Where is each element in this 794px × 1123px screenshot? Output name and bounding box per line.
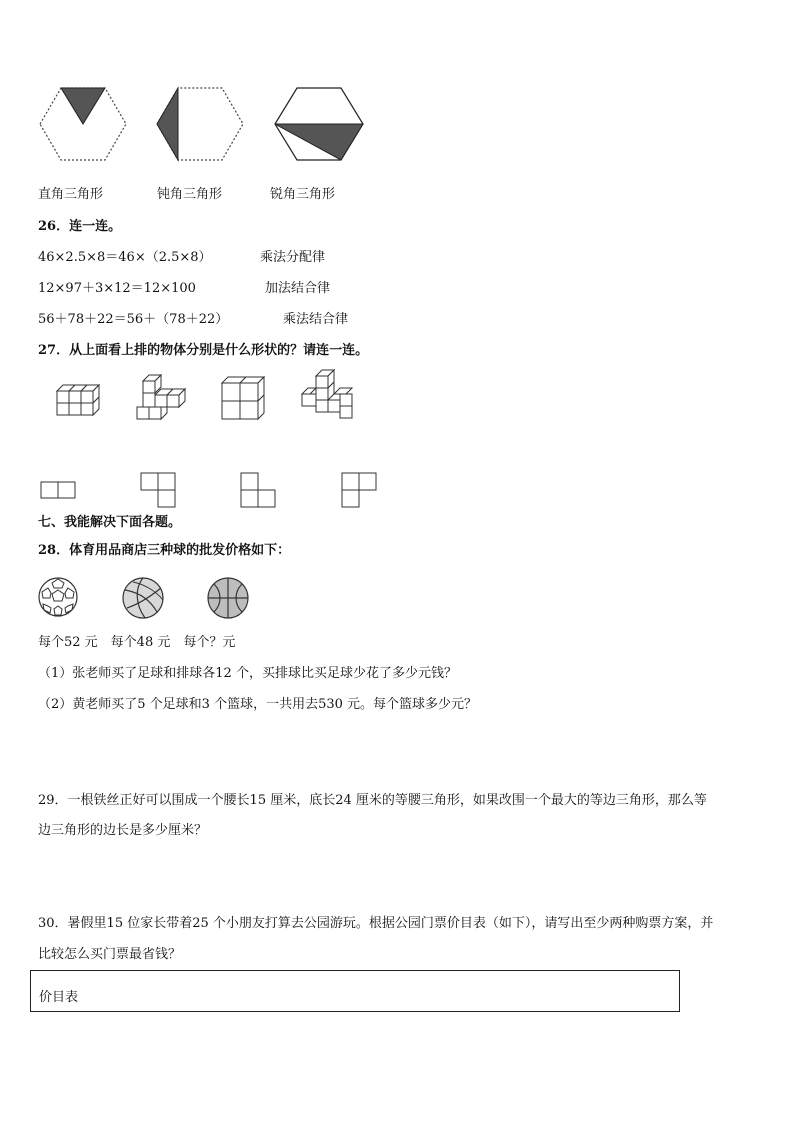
caption-right-triangle: 直角三角形	[38, 187, 104, 202]
q26-right-item-3[interactable]: 乘法结合律	[283, 312, 349, 327]
soccer-ball-icon	[37, 576, 79, 618]
q27-title: 27．从上面看上排的物体分别是什么形状的？请连一连。	[38, 343, 369, 358]
section-7-heading: 七、我能解决下面各题。	[38, 515, 182, 530]
price-table-title: 价目表	[39, 990, 79, 1005]
q28-title: 28．体育用品商店三种球的批发价格如下：	[38, 543, 291, 558]
q30-text-line-2: 比较怎么买门票最省钱？	[38, 947, 182, 962]
q26-title: 26．连一连。	[38, 219, 122, 234]
cube-solid-1[interactable]	[55, 383, 105, 423]
q26-left-item-1[interactable]: 46×2.5×8＝46×（2.5×8）	[38, 250, 212, 265]
hexagon-acute-triangle-figure	[273, 86, 365, 162]
hexagon-obtuse-triangle-figure	[155, 86, 245, 162]
top-view-option-4[interactable]	[341, 472, 377, 508]
top-view-option-2[interactable]	[140, 472, 176, 508]
q26-right-item-1[interactable]: 乘法分配律	[260, 250, 326, 265]
caption-obtuse-triangle: 钝角三角形	[157, 187, 223, 202]
q26-left-item-2[interactable]: 12×97＋3×12＝12×100	[38, 281, 196, 296]
q29-text-line-1: 29．一根铁丝正好可以围成一个腰长15 厘米，底长24 厘米的等腰三角形，如果改围一个最大的等边三角形，那么等	[38, 793, 707, 808]
top-view-option-1[interactable]	[40, 481, 76, 499]
volleyball-icon	[121, 576, 165, 620]
q28-subquestion-2: （2）黄老师买了5 个足球和3 个篮球，一共用去530 元。每个篮球多少元？	[38, 697, 478, 712]
top-view-option-3[interactable]	[240, 472, 276, 508]
q29-text-line-2: 边三角形的边长是多少厘米？	[38, 823, 208, 838]
cube-solid-2[interactable]	[135, 373, 189, 425]
hexagon-right-triangle-figure	[38, 86, 128, 162]
caption-acute-triangle: 锐角三角形	[270, 187, 336, 202]
ball-prices: 每个52 元 每个48 元 每个？元	[38, 635, 236, 650]
cube-solid-3[interactable]	[220, 375, 270, 423]
q26-left-item-3[interactable]: 56＋78＋22＝56＋（78＋22）	[38, 312, 229, 327]
q28-subquestion-1: （1）张老师买了足球和排球各12 个，买排球比买足球少花了多少元钱？	[38, 666, 457, 681]
price-table	[30, 970, 680, 1012]
q26-right-item-2[interactable]: 加法结合律	[265, 281, 331, 296]
q30-text-line-1: 30．暑假里15 位家长带着25 个小朋友打算去公园游玩。根据公园门票价目表（如下），请写出至少两种购票方案，并	[38, 916, 714, 931]
cube-solid-4[interactable]	[300, 368, 356, 422]
basketball-icon	[206, 576, 250, 620]
